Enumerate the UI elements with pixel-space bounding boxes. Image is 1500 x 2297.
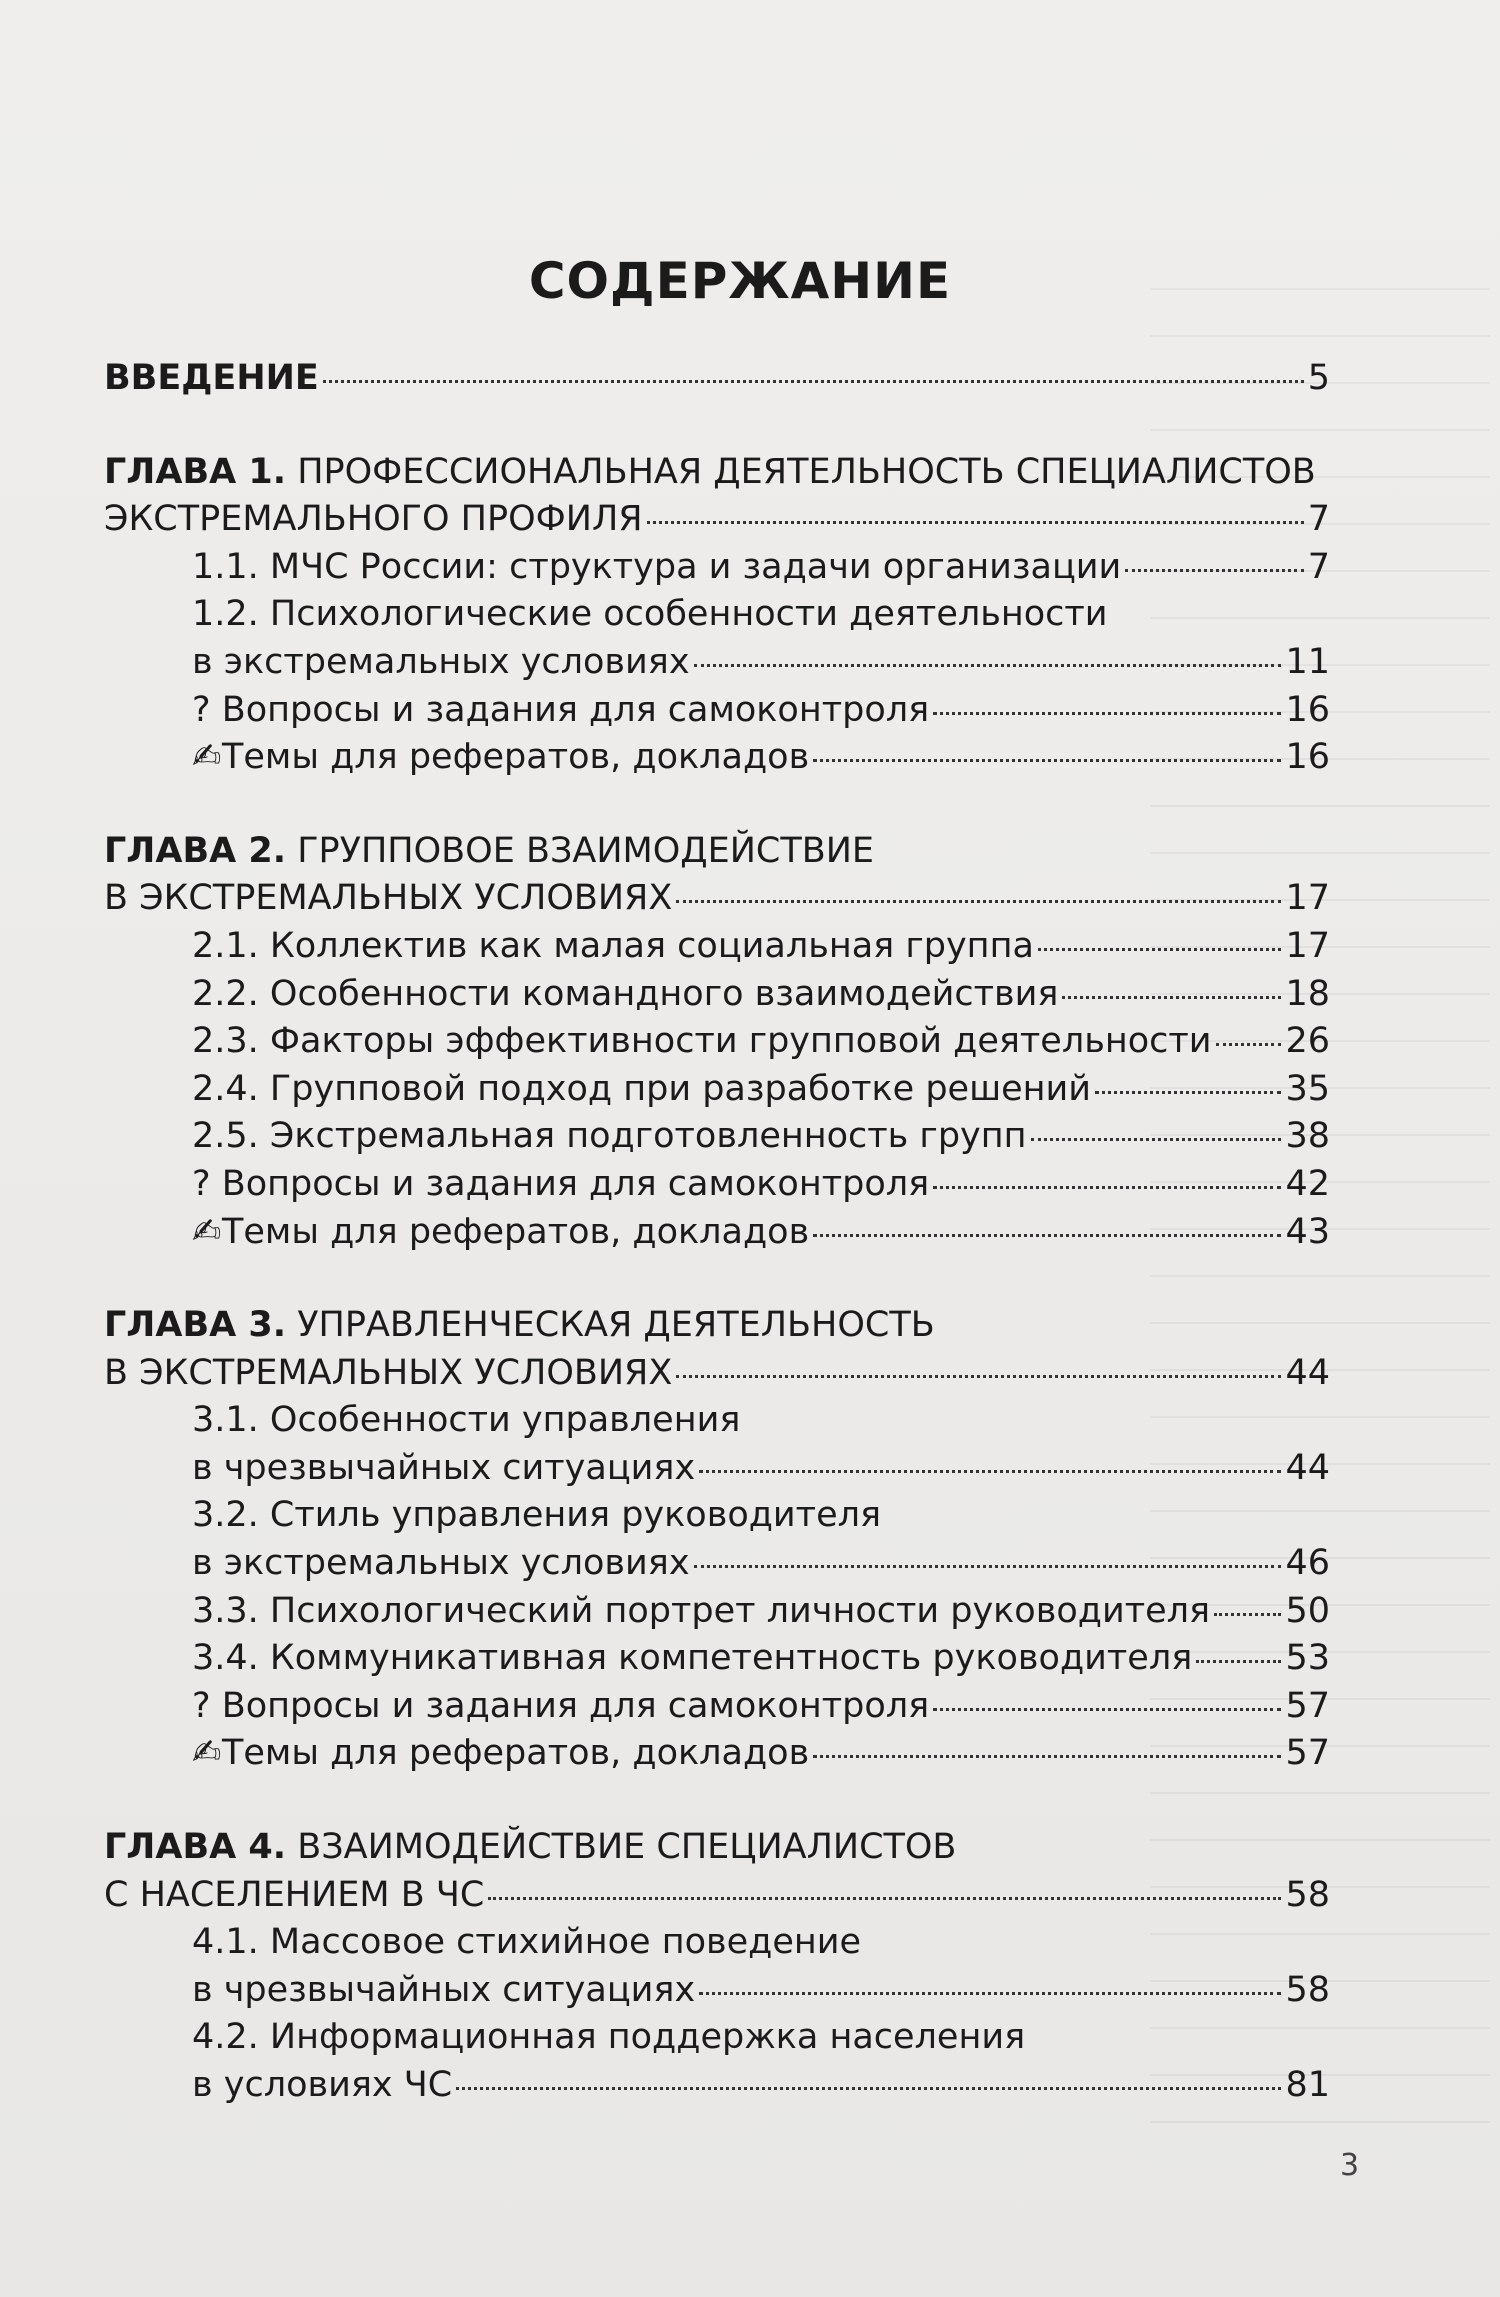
dot-leader: [813, 759, 1281, 762]
toc-entry-label: 3.4. Коммуникативная компетентность руководителя: [192, 1638, 1193, 1679]
toc-entry-label: ВВЕДЕНИЕ: [104, 358, 319, 398]
chapter-number: ГЛАВА 1.: [104, 451, 287, 492]
dot-leader: [676, 900, 1281, 903]
dot-leader: [699, 1992, 1281, 1995]
toc-page-number: 16: [1285, 737, 1330, 778]
toc-page-number: 58: [1285, 1874, 1330, 1915]
toc-page-number: 58: [1285, 1969, 1330, 2010]
chapter-heading-cont[interactable]: [104, 496, 1330, 544]
toc-entry-label: ? Вопросы и задания для самоконтроля: [192, 689, 930, 730]
dot-leader: [1031, 1138, 1282, 1141]
toc-page-number: 38: [1285, 1116, 1330, 1157]
chapter-number: ГЛАВА 2.: [104, 830, 287, 871]
page-title: СОДЕРЖАНИЕ: [528, 252, 952, 310]
toc-entry-label: 3.2. Стиль управления руководителя: [192, 1495, 882, 1536]
toc-page-number: 57: [1285, 1685, 1330, 1726]
toc-page-number: 17: [1285, 925, 1330, 966]
toc-entry-cont[interactable]: [104, 639, 1330, 687]
dot-leader: [933, 1186, 1281, 1189]
dot-leader: [1196, 1660, 1281, 1663]
toc-page-number: 7: [1307, 546, 1330, 587]
toc-entry-cont[interactable]: [104, 1445, 1330, 1493]
toc-entry-label: 2.4. Групповой подход при разработке решений: [192, 1068, 1092, 1109]
toc-entry-label: 1.2. Психологические особенности деятельности: [192, 594, 1108, 635]
toc-entry-label: 2.1. Коллектив как малая социальная группа: [192, 925, 1034, 966]
dot-leader: [933, 712, 1281, 715]
chapter-title-cont: ЭКСТРЕМАЛЬНОГО ПРОФИЛЯ: [104, 499, 643, 540]
toc-entry[interactable]: [104, 1919, 1330, 1967]
chapter-title: ГРУППОВОЕ ВЗАИМОДЕЙСТВИЕ: [286, 830, 875, 871]
toc-entry[interactable]: [104, 971, 1330, 1019]
chapter-heading-cont[interactable]: [104, 1350, 1330, 1398]
toc-page-number: 11: [1285, 641, 1330, 682]
toc-entry-label: в экстремальных условиях: [192, 641, 690, 682]
toc-entry-questions[interactable]: [104, 1683, 1330, 1731]
toc-entry-label: 2.3. Факторы эффективности групповой деятельности: [192, 1021, 1212, 1062]
toc-entry-essays[interactable]: [104, 734, 1330, 782]
chapter-title-cont: В ЭКСТРЕМАЛЬНЫХ УСЛОВИЯХ: [104, 878, 673, 919]
toc-entry[interactable]: [104, 1492, 1330, 1540]
dot-leader: [813, 1755, 1281, 1758]
pen-writing-icon: ✍: [192, 737, 222, 778]
chapter-heading[interactable]: [104, 828, 1330, 876]
toc-entry[interactable]: [104, 923, 1330, 971]
toc-page-number: 16: [1285, 689, 1330, 730]
toc-page-number: 5: [1307, 358, 1330, 398]
toc-page-number: 35: [1285, 1068, 1330, 1109]
toc-entry-label: в чрезвычайных ситуациях: [192, 1447, 696, 1488]
chapter-title: ПРОФЕССИОНАЛЬНАЯ ДЕЯТЕЛЬНОСТЬ СПЕЦИАЛИСТОВ: [286, 451, 1316, 492]
pen-writing-icon: ✍: [192, 1211, 222, 1252]
dot-leader: [323, 380, 1304, 383]
toc-page-number: 17: [1285, 878, 1330, 919]
chapter-heading[interactable]: [104, 1824, 1330, 1872]
dot-leader: [1095, 1091, 1281, 1094]
toc-page-number: 81: [1285, 2065, 1330, 2105]
toc-entry-label: в условиях ЧС: [192, 2065, 453, 2105]
chapter-heading[interactable]: [104, 1302, 1330, 1350]
dot-leader: [1038, 948, 1282, 951]
dot-leader: [694, 1565, 1282, 1568]
dot-leader: [813, 1234, 1281, 1237]
toc-page-number: 46: [1285, 1543, 1330, 1584]
toc-entry-label: ? Вопросы и задания для самоконтроля: [192, 1685, 930, 1726]
chapter-heading[interactable]: [104, 449, 1330, 497]
toc-entry-label: 2.2. Особенности командного взаимодействия: [192, 973, 1059, 1014]
toc-entry-questions[interactable]: [104, 687, 1330, 735]
dot-leader: [1062, 996, 1281, 999]
dot-leader: [676, 1375, 1281, 1378]
toc-entry[interactable]: [104, 1588, 1330, 1636]
chapter-title: УПРАВЛЕНЧЕСКАЯ ДЕЯТЕЛЬНОСТЬ: [286, 1305, 935, 1346]
dot-leader: [456, 2087, 1281, 2090]
chapter-number: ГЛАВА 3.: [104, 1305, 287, 1346]
toc-entry-label: Темы для рефератов, докладов: [222, 1733, 810, 1774]
toc-page-number: 57: [1285, 1733, 1330, 1774]
chapter-heading-cont[interactable]: [104, 1872, 1330, 1920]
dot-leader: [1216, 1043, 1282, 1046]
toc-entry-cont[interactable]: [104, 2062, 1330, 2110]
page-number: 3: [1340, 2148, 1360, 2183]
toc-page-number: 50: [1285, 1590, 1330, 1631]
toc-entry-label: ? Вопросы и задания для самоконтроля: [192, 1163, 930, 1204]
toc-entry[interactable]: [104, 544, 1330, 592]
chapter-title-cont: С НАСЕЛЕНИЕМ В ЧС: [104, 1874, 485, 1915]
table-of-contents: [104, 355, 1330, 2110]
toc-entry-label: в экстремальных условиях: [192, 1543, 690, 1584]
toc-entry-label: Темы для рефератов, докладов: [222, 737, 810, 778]
toc-entry-essays[interactable]: [104, 1209, 1330, 1257]
toc-entry-label: Темы для рефератов, докладов: [222, 1211, 810, 1252]
toc-page-number: 44: [1285, 1352, 1330, 1393]
dot-leader: [694, 664, 1282, 667]
pen-writing-icon: ✍: [192, 1733, 222, 1774]
toc-entry[interactable]: [104, 1113, 1330, 1161]
dot-leader: [488, 1897, 1281, 1900]
toc-entry-label: 2.5. Экстремальная подготовленность групп: [192, 1116, 1027, 1157]
toc-entry-cont[interactable]: [104, 1540, 1330, 1588]
toc-entry-essays[interactable]: [104, 1730, 1330, 1778]
toc-page-number: 26: [1285, 1021, 1330, 1062]
toc-entry-intro[interactable]: [104, 355, 1330, 403]
toc-page-number: 53: [1285, 1638, 1330, 1679]
toc-entry[interactable]: [104, 2014, 1330, 2062]
toc-entry-label: 3.1. Особенности управления: [192, 1400, 741, 1441]
toc-page-number: 42: [1285, 1163, 1330, 1204]
chapter-number: ГЛАВА 4.: [104, 1827, 287, 1868]
toc-entry[interactable]: [104, 591, 1330, 639]
chapter-title: ВЗАИМОДЕЙСТВИЕ СПЕЦИАЛИСТОВ: [286, 1827, 957, 1868]
dot-leader: [1125, 569, 1303, 572]
dot-leader: [1214, 1613, 1281, 1616]
toc-page-number: 18: [1285, 973, 1330, 1014]
dot-leader: [933, 1708, 1281, 1711]
toc-entry-label: 3.3. Психологический портрет личности руководителя: [192, 1590, 1211, 1631]
toc-entry-label: 4.2. Информационная поддержка населения: [192, 2017, 1026, 2058]
toc-page-number: 7: [1307, 499, 1330, 540]
toc-entry[interactable]: [104, 1397, 1330, 1445]
chapter-title-cont: В ЭКСТРЕМАЛЬНЫХ УСЛОВИЯХ: [104, 1352, 673, 1393]
dot-leader: [699, 1470, 1281, 1473]
dot-leader: [647, 521, 1304, 524]
toc-entry[interactable]: [104, 1635, 1330, 1683]
toc-entry-label: в чрезвычайных ситуациях: [192, 1969, 696, 2010]
toc-entry-label: 4.1. Массовое стихийное поведение: [192, 1922, 862, 1963]
toc-entry-cont[interactable]: [104, 1967, 1330, 2015]
toc-page-number: 43: [1285, 1211, 1330, 1252]
toc-entry[interactable]: [104, 1066, 1330, 1114]
toc-entry[interactable]: [104, 1018, 1330, 1066]
toc-entry-questions[interactable]: [104, 1161, 1330, 1209]
toc-entry-label: 1.1. МЧС России: структура и задачи организации: [192, 546, 1122, 587]
toc-page-number: 44: [1285, 1447, 1330, 1488]
chapter-heading-cont[interactable]: [104, 875, 1330, 923]
